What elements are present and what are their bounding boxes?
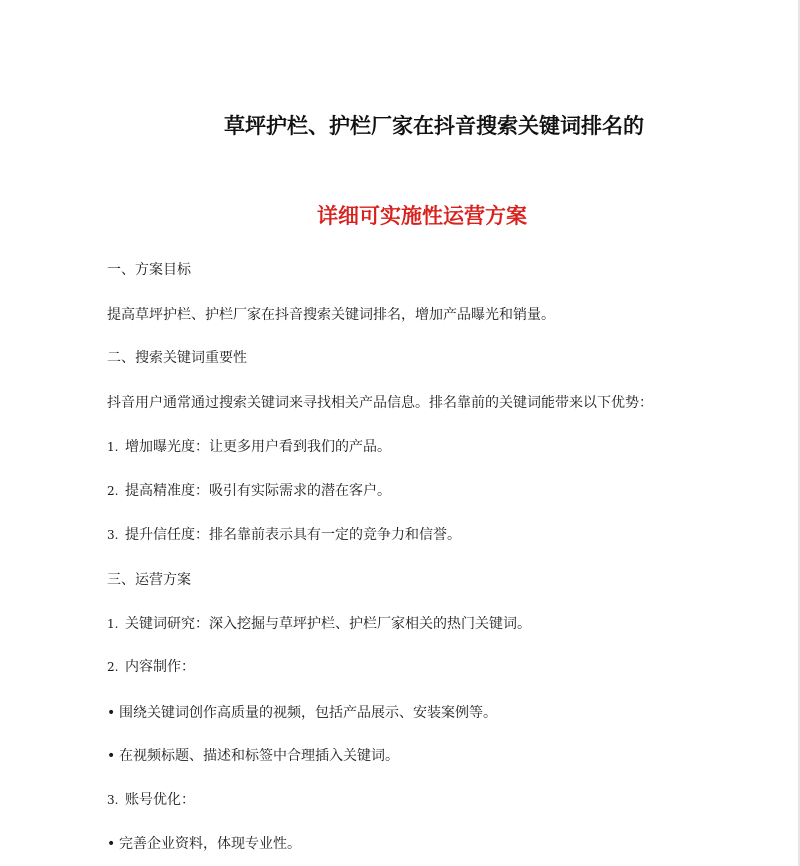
line-text: 增加曝光度：让更多用户看到我们的产品。 — [125, 439, 391, 455]
numbered-item — [107, 437, 391, 457]
list-number: 1. — [107, 617, 119, 631]
line-text: 三、运营方案 — [107, 572, 191, 588]
numbered-item — [107, 481, 391, 501]
bullet-marker: • — [107, 836, 116, 852]
line-text: 提高草坪护栏、护栏厂家在抖音搜索关键词排名，增加产品曝光和销量。 — [107, 307, 555, 323]
line-text: 完善企业资料，体现专业性。 — [119, 836, 301, 852]
bullet-item — [107, 703, 497, 723]
list-number: 2. — [107, 484, 119, 498]
list-number: 3. — [107, 793, 119, 807]
section-heading-importance — [107, 348, 247, 368]
line-text: 关键词研究：深入挖掘与草坪护栏、护栏厂家相关的热门关键词。 — [125, 616, 531, 632]
line-text: 提高精准度：吸引有实际需求的潜在客户。 — [125, 483, 391, 499]
line-text: 在视频标题、描述和标签中合理插入关键词。 — [119, 748, 399, 764]
line-text: 抖音用户通常通过搜索关键词来寻找相关产品信息。排名靠前的关键词能带来以下优势： — [107, 395, 653, 411]
numbered-item — [107, 790, 195, 810]
section-heading-plan — [107, 570, 191, 590]
bullet-marker: • — [107, 748, 116, 764]
numbered-item — [107, 525, 461, 545]
paragraph-goal — [107, 305, 555, 325]
line-text: 围绕关键词创作高质量的视频，包括产品展示、安装案例等。 — [119, 705, 497, 721]
line-text: 内容制作： — [125, 659, 195, 675]
list-number: 2. — [107, 660, 119, 674]
section-heading-goal — [107, 260, 191, 280]
line-text: 一、方案目标 — [107, 262, 191, 278]
list-number: 1. — [107, 440, 119, 454]
document-title-line-2: 详细可实施性运营方案 — [317, 204, 527, 228]
list-number: 3. — [107, 528, 119, 542]
bullet-item — [107, 834, 301, 854]
numbered-item — [107, 657, 195, 677]
numbered-item — [107, 614, 531, 634]
document-title-line-1: 草坪护栏、护栏厂家在抖音搜索关键词排名的 — [224, 114, 644, 138]
line-text: 账号优化： — [125, 792, 195, 808]
line-text: 二、搜索关键词重要性 — [107, 350, 247, 366]
bullet-item — [107, 746, 399, 766]
paragraph-importance — [107, 393, 653, 413]
line-text: 提升信任度：排名靠前表示具有一定的竞争力和信誉。 — [125, 527, 461, 543]
bullet-marker: • — [107, 705, 116, 721]
